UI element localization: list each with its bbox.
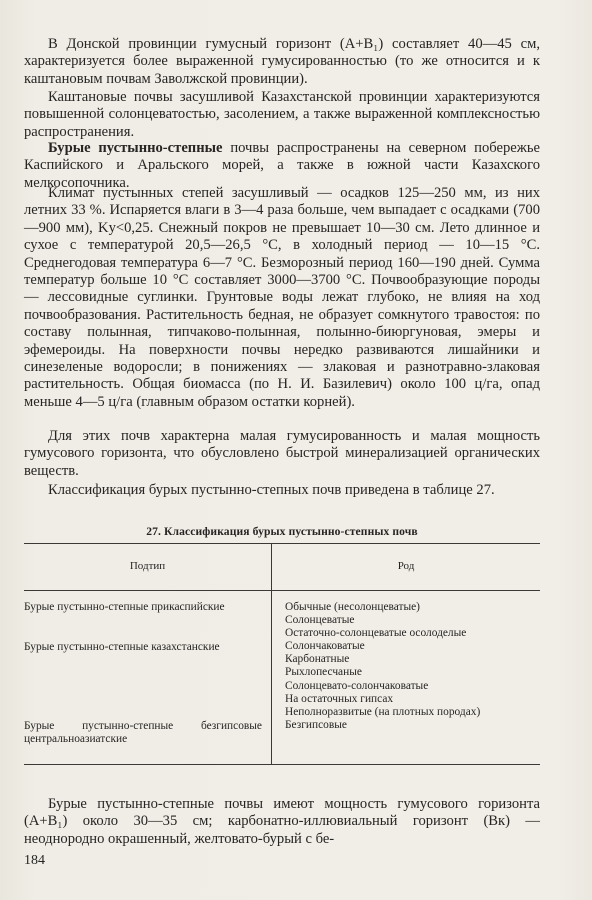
table-cell-genus: Безгипсовые [285,718,347,731]
table-cell-genus: Обычные (несолонцеватые) [285,601,420,613]
table-cell-genus: Остаточно-солонцеватые осолоделые [285,627,467,640]
table-rule-header [24,590,540,591]
table-rule-top [24,543,540,544]
table-cell-subtype: Бурые пустынно-степные безгипсовые центральноазиатские [24,720,262,745]
table-cell-genus: На остаточных гипсах [285,692,394,705]
table-title: 27. Классификация бурых пустынно-степных почв [146,525,418,538]
table-rule-bottom [24,764,540,765]
table-header-genus: Род [397,560,415,572]
paragraph-classification-ref: Классификация бурых пустынно-степных почв приведена в таблице 27. [48,482,495,498]
table-header-subtype: Подтип [129,560,166,572]
table-cell-genus: Карбонатные [285,653,350,666]
term-brown-desert-steppe: Бурые пустынно-степные [48,140,223,156]
table-cell-genus: Неполноразвитые (на плотных породах) [285,705,481,718]
paragraph-climate: Климат пустынных степей засушливый — осадков 125—250 мм, из них летних 33 %. Испаряется влаги в 3—4 раза больше, чем выпадает с осадками (700—900 мм), Kу<0,25. Снежный покров не превышает 10—30 см. Лето длинное и сухое с температурой 20,5—26,5 °С, в холодный период — 10—15 °С. Среднегодовая температура 6—7 °С. Безморозный период 160—190 дней. Сумма температур больше 10 °С составляет 3000—3700 °С. Почвообразующие породы — лессовидные суглинки. Грунтовые воды лежат глубоко, не влияя на ход почвообразования. Растительность бедная, не образует сомкнутого травостоя: по составу полынная, типчаково-полынная, полынно-биюргуновая, эмеры и эфемероиды. На поверхности почвы нередко развиваются лишайники и синезеленые водоросли; в понижениях — злаковая и разнотравно-злаковая растительность. Общая биомасса (по Н. И. Базилевич) около 100 ц/га, опад меньше 4—5 ц/га (главным образом остатки корней). [24,185,540,410]
table-cell-subtype: Бурые пустынно-степные прикаспийские [24,601,225,613]
paragraph-don-province: В Донской провинции гумусный горизонт (A+B₁) составляет 40—45 см, характеризуется более выраженной гумусированностью (то же относится и к каштановым почвам Заволжской провинции). [24,36,540,87]
table-column-divider [271,543,272,764]
table-genus-list [285,601,541,732]
page-number: 184 [24,853,45,868]
table-cell-genus: Солончаковатые [285,640,365,653]
table-cell-subtype: Бурые пустынно-степные казахстанские [24,641,220,653]
paragraph-text: почвы распространены на северном побережье Каспийского и Аральского морей, а также в южной части Казахского мелкосопочника. [24,140,540,191]
table-cell-genus: Солонцевато-солончаковатые [285,679,429,692]
table-cell-genus: Рыхлопесчаные [285,666,362,679]
paragraph-humus: Для этих почв характерна малая гумусированность и малая мощность гумусового горизонта, что обусловлено быстрой минерализацией органических веществ. [24,428,540,479]
paragraph-kazakhstan-province: Каштановые почвы засушливой Казахстанской провинции характеризуются повышенной солонцеватостью, засолением, а также выраженной комплексностью распространения. [24,89,540,140]
table-cell-genus: Солонцеватые [285,614,355,627]
paragraph-horizon-thickness: Бурые пустынно-степные почвы имеют мощность гумусового горизонта (A+B₁) около 30—35 см; карбонатно-иллювиальный горизонт (Bк) — неоднородно окрашенный, желтовато-бурый с бе- [24,796,540,847]
